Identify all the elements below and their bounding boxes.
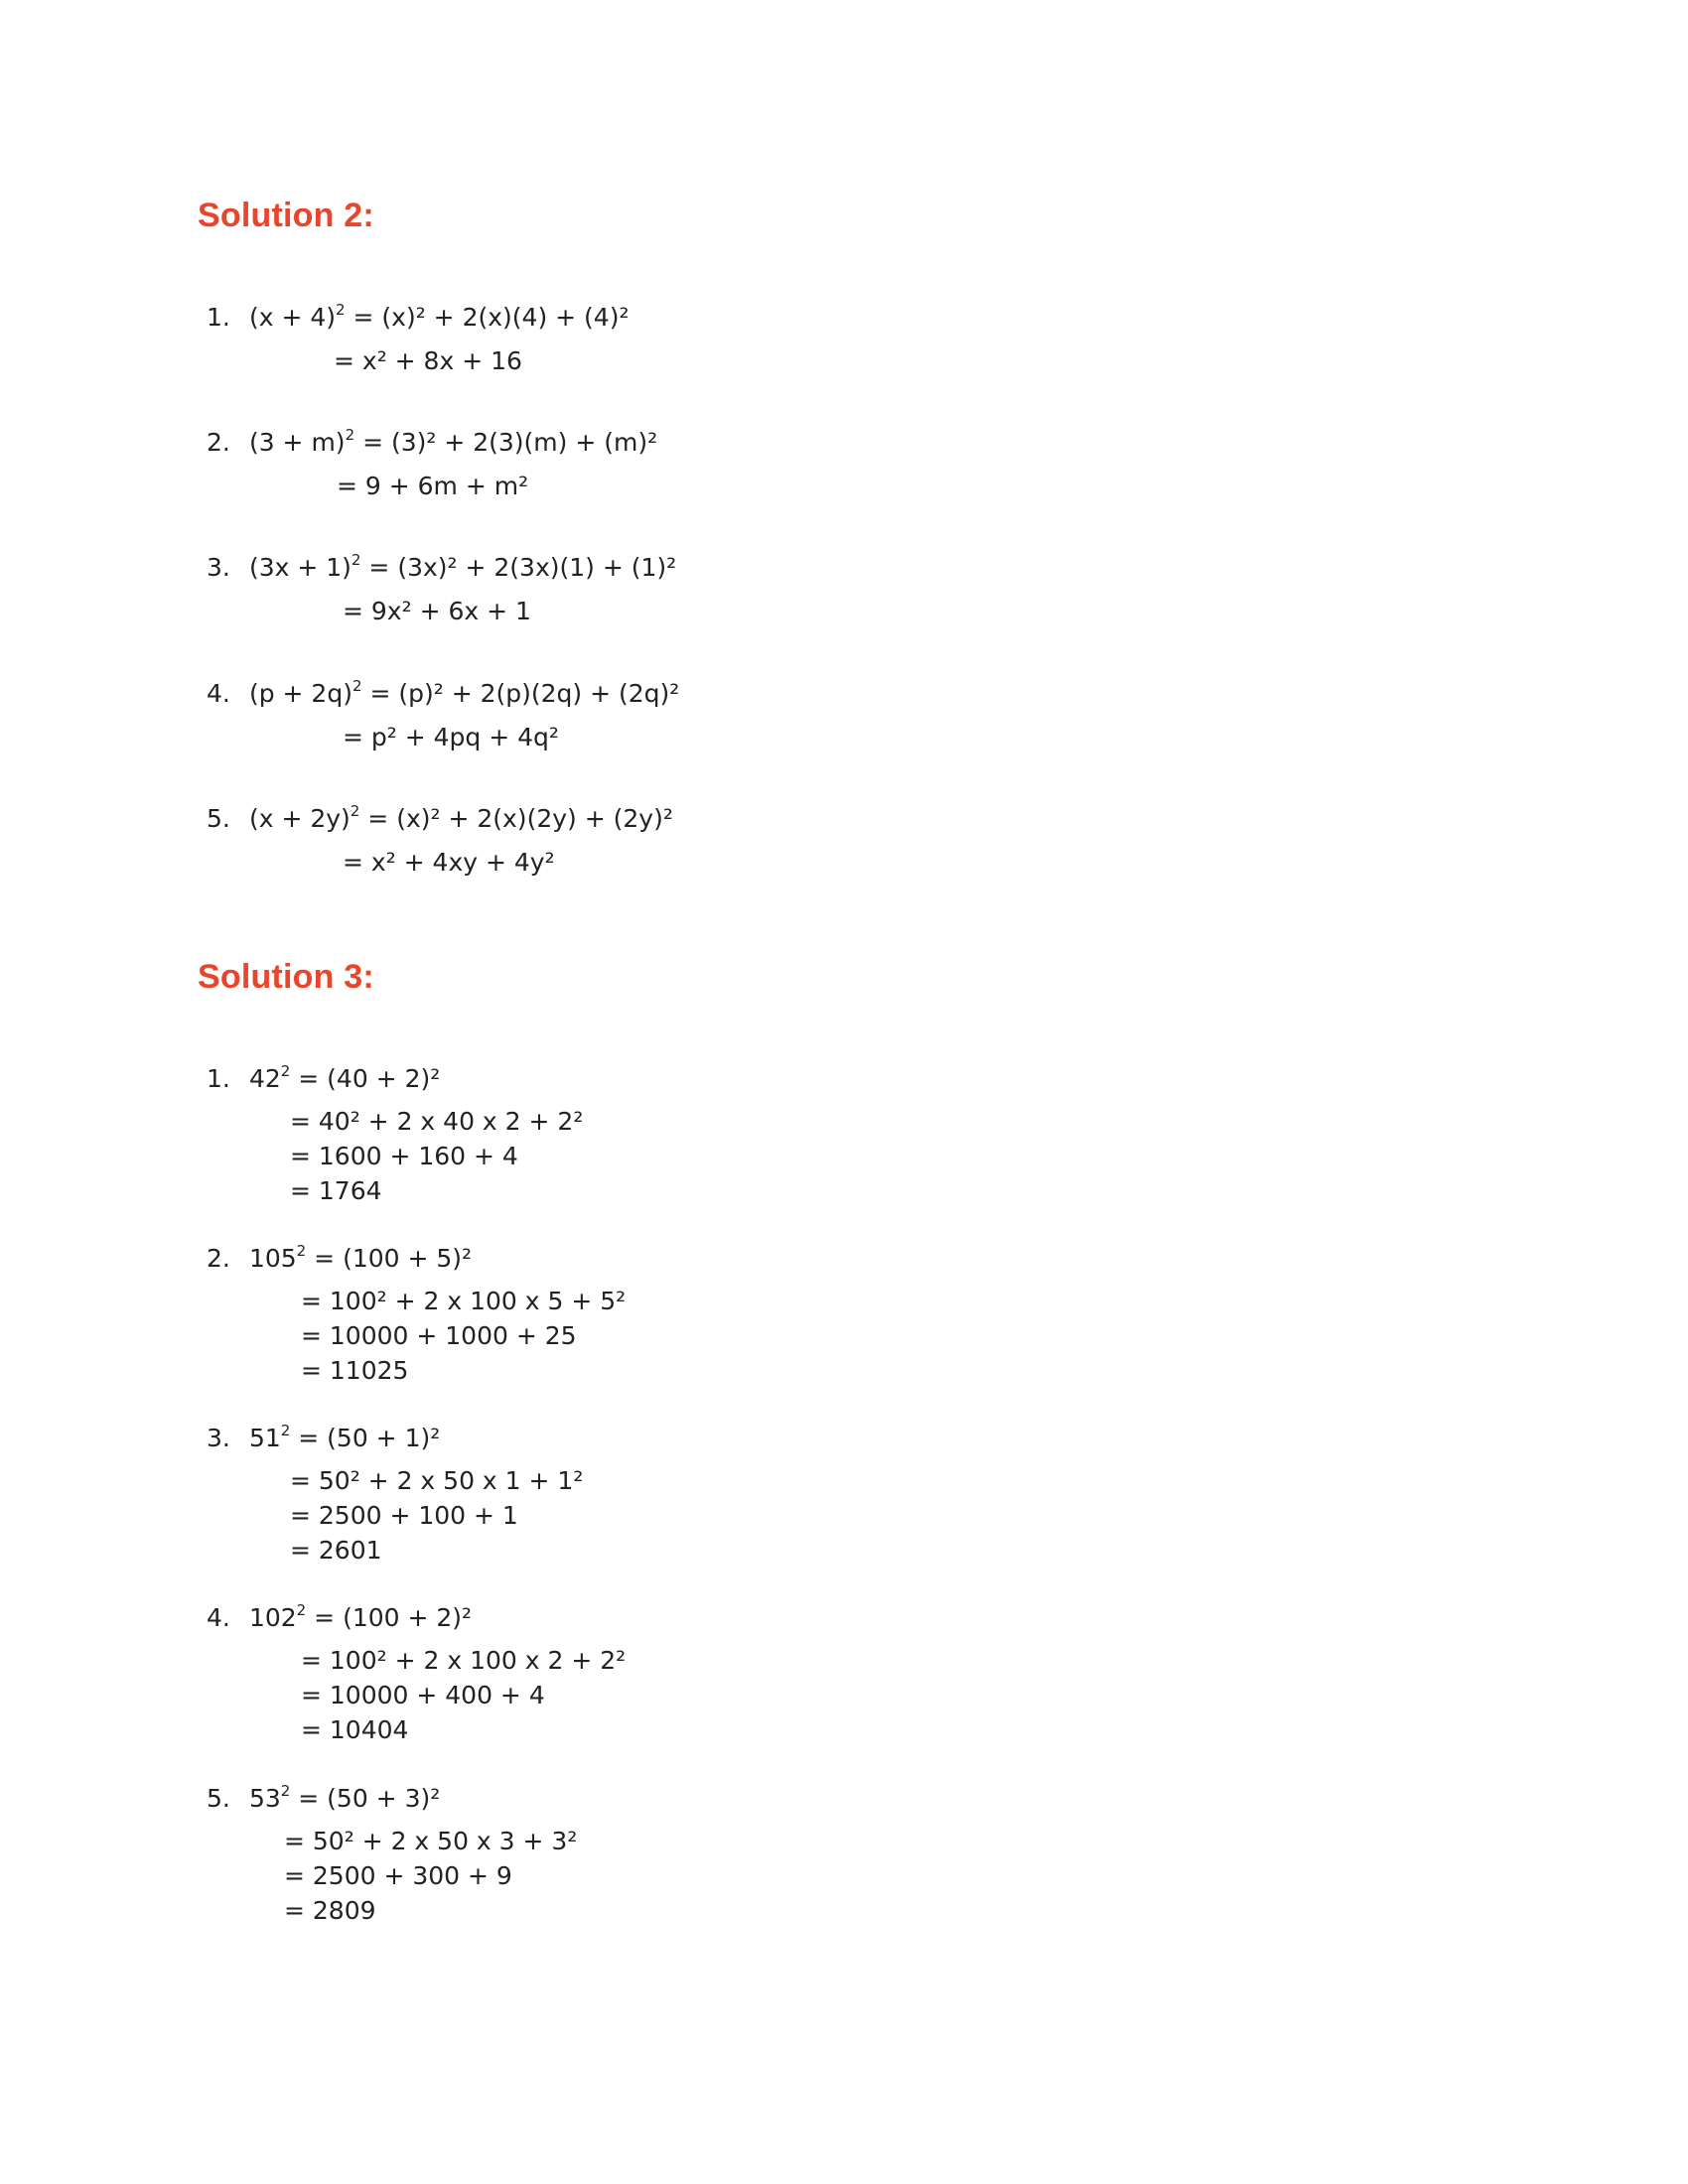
equation-line: 1. $(x + 4)^2 = (x)^2 + 2(x)(4) + (4)^2$ (207, 301, 630, 332)
solution-2-heading: Solution 2: (198, 197, 374, 234)
step-line: = 2601 (290, 1536, 382, 1565)
equation-line: 4. $102^2 = (100 + 2)^2$ (207, 1601, 473, 1632)
solution-2-item-2 (207, 425, 657, 503)
result-line: = 9x² + 6x + 1 (343, 597, 531, 625)
result-line: = 9 + 6m + m² (337, 472, 529, 500)
result-line: = x² + 8x + 16 (334, 346, 522, 375)
step-line: = 2500 + 100 + 1 (290, 1501, 518, 1530)
step-line: = 40² + 2 x 40 x 2 + 2² (290, 1107, 584, 1136)
solution-2-item-3 (207, 550, 676, 628)
step-line: = 11025 (301, 1356, 409, 1385)
solution-2-item-4 (207, 676, 679, 754)
equation-line: 5. $(x + 2y)^2 = (x)^2 + 2(x)(2y) + (2y)^2$ (207, 802, 673, 833)
step-line: = 2500 + 300 + 9 (284, 1861, 512, 1890)
step-line: = 50² + 2 x 50 x 3 + 3² (284, 1827, 578, 1855)
equation-line: 1. $42^2 = (40 + 2)^2$ (207, 1062, 441, 1093)
equation-line: 2. $105^2 = (100 + 5)^2$ (207, 1242, 473, 1273)
solution-3-item-3 (207, 1421, 583, 1568)
solution-3-heading: Solution 3: (198, 958, 374, 996)
step-line: = 1764 (290, 1176, 382, 1205)
step-line: = 1600 + 160 + 4 (290, 1142, 518, 1170)
equation-line: 5. $53^2 = (50 + 3)^2$ (207, 1782, 441, 1813)
solution-3-item-5 (207, 1781, 577, 1928)
solution-3-item-4 (207, 1600, 626, 1747)
equation-line: 4. $(p + 2q)^2 = (p)^2 + 2(p)(2q) + (2q)^2$ (207, 677, 680, 708)
step-line: = 10000 + 1000 + 25 (301, 1321, 577, 1350)
step-line: = 100² + 2 x 100 x 2 + 2² (301, 1646, 627, 1675)
result-line: = x² + 4xy + 4y² (343, 848, 555, 877)
equation-line: 3. $(3x + 1)^2 = (3x)^2 + 2(3x)(1) + (1)^2$ (207, 551, 677, 582)
solution-2-item-1 (207, 300, 629, 378)
step-line: = 10000 + 400 + 4 (301, 1681, 545, 1709)
solution-3-item-2 (207, 1241, 626, 1388)
step-line: = 2809 (284, 1896, 376, 1925)
solution-2-item-5 (207, 801, 673, 880)
step-line: = 100² + 2 x 100 x 5 + 5² (301, 1287, 627, 1315)
result-line: = p² + 4pq + 4q² (343, 723, 559, 751)
step-line: = 50² + 2 x 50 x 1 + 1² (290, 1466, 584, 1495)
equation-line: 3. $51^2 = (50 + 1)^2$ (207, 1422, 441, 1452)
step-line: = 10404 (301, 1715, 409, 1744)
solution-3-item-1 (207, 1061, 583, 1208)
equation-line: 2. $(3 + m)^2 = (3)^2 + 2(3)(m) + (m)^2$ (207, 426, 658, 457)
